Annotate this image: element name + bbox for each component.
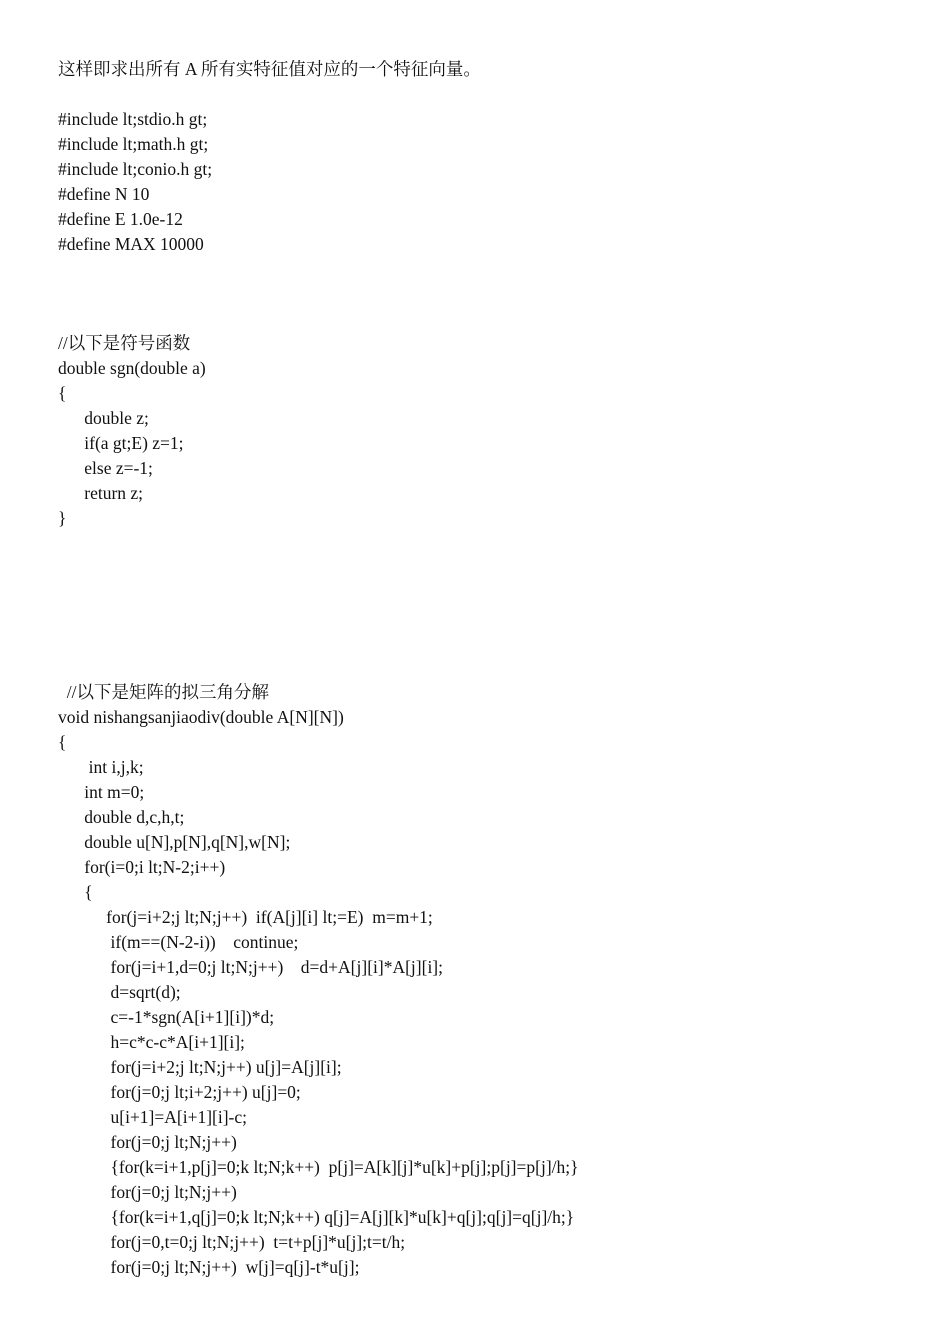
code-line: for(j=i+1,d=0;j lt;N;j++) d=d+A[j][i]*A[j][i]; <box>58 957 443 977</box>
sgn-signature: double sgn(double a) <box>58 358 206 378</box>
code-line: { <box>58 383 67 403</box>
code-line: for(j=i+2;j lt;N;j++) if(A[j][i] lt;=E) m=m+1; <box>58 907 433 927</box>
code-line: for(j=0,t=0;j lt;N;j++) t=t+p[j]*u[j];t=t/h; <box>58 1232 406 1252</box>
code-line: for(j=i+2;j lt;N;j++) u[j]=A[j][i]; <box>58 1057 342 1077</box>
include-stdio: #include lt;stdio.h gt; <box>58 109 208 129</box>
code-line: u[i+1]=A[i+1][i]-c; <box>58 1107 248 1127</box>
code-line: c=-1*sgn(A[i+1][i])*d; <box>58 1007 275 1027</box>
code-line: double u[N],p[N],q[N],w[N]; <box>58 832 291 852</box>
code-line: int i,j,k; <box>58 757 144 777</box>
code-line: for(j=0;j lt;N;j++) <box>58 1132 237 1152</box>
comment-triangular: //以下是矩阵的拟三角分解 <box>58 682 269 702</box>
code-line: {for(k=i+1,p[j]=0;k lt;N;k++) p[j]=A[k][j]*u[k]+p[j];p[j]=p[j]/h;} <box>58 1157 579 1177</box>
code-line: if(m==(N-2-i)) continue; <box>58 932 299 952</box>
code-line: return z; <box>58 483 144 503</box>
code-line: double d,c,h,t; <box>58 807 185 827</box>
code-line: { <box>58 882 93 902</box>
code-line: { <box>58 732 67 752</box>
include-math: #include lt;math.h gt; <box>58 134 209 154</box>
code-line: d=sqrt(d); <box>58 982 181 1002</box>
comment-sgn: //以下是符号函数 <box>58 333 191 353</box>
code-line: int m=0; <box>58 782 145 802</box>
code-line: else z=-1; <box>58 458 153 478</box>
code-line: for(j=0;j lt;N;j++) <box>58 1182 237 1202</box>
code-line: for(j=0;j lt;i+2;j++) u[j]=0; <box>58 1082 301 1102</box>
code-line: {for(k=i+1,q[j]=0;k lt;N;k++) q[j]=A[j][k]*u[k]+q[j];q[j]=q[j]/h;} <box>58 1207 575 1227</box>
define-max: #define MAX 10000 <box>58 234 204 254</box>
define-n: #define N 10 <box>58 184 150 204</box>
div-signature: void nishangsanjiaodiv(double A[N][N]) <box>58 707 344 727</box>
code-line: for(i=0;i lt;N-2;i++) <box>58 857 226 877</box>
code-line: double z; <box>58 408 149 428</box>
code-line: h=c*c-c*A[i+1][i]; <box>58 1032 245 1052</box>
code-line: if(a gt;E) z=1; <box>58 433 184 453</box>
define-e: #define E 1.0e-12 <box>58 209 183 229</box>
include-conio: #include lt;conio.h gt; <box>58 159 213 179</box>
code-line: } <box>58 508 67 528</box>
code-line: for(j=0;j lt;N;j++) w[j]=q[j]-t*u[j]; <box>58 1257 360 1277</box>
intro-text: 这样即求出所有 A 所有实特征值对应的一个特征向量。 <box>58 59 481 79</box>
